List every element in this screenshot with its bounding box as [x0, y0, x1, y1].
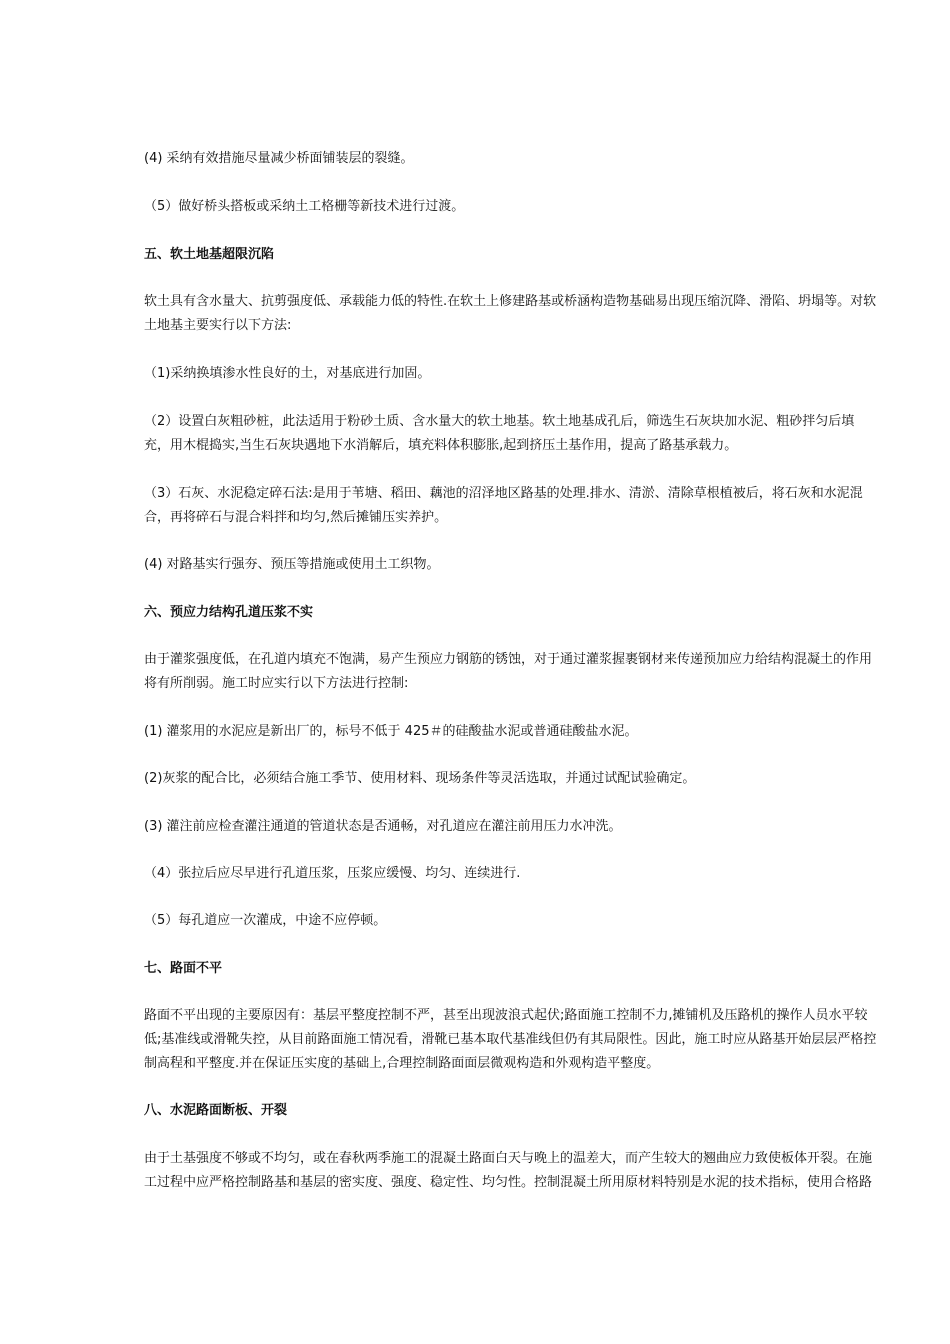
- text-line: 软土具有含水量大、抗剪强度低、承载能力低的特性.在软土上修建路基或桥涵构造物基础易出现压缩沉降、滑陷、坍塌等。对软: [144, 294, 877, 309]
- text-line: 由于土基强度不够或不均匀，或在春秋两季施工的混凝土路面白天与晚上的温差大，而产生较大的翘曲应力致使板体开裂。在施: [144, 1151, 873, 1166]
- text-line: (2)灰浆的配合比，必须结合施工季节、使用材料、现场条件等灵活选取，并通过试配试验确定。: [144, 771, 696, 786]
- section-heading-6: [144, 601, 950, 625]
- paragraph-road-unevenness: [144, 1004, 950, 1076]
- list-item-grouting-3: [144, 815, 950, 839]
- text-line: 将有所削弱。施工时应实行以下方法进行控制:: [144, 676, 409, 691]
- list-item-bridge-deck-cracks: [144, 147, 950, 171]
- text-line: 合，再将碎石与混合料拌和均匀,然后摊铺压实养护。: [144, 510, 448, 525]
- text-line: 路面不平出现的主要原因有：基层平整度控制不严，甚至出现波浪式起伏;路面施工控制不力,摊铺机及压路机的操作人员水平较: [144, 1008, 868, 1023]
- text-line: (1) 灌浆用的水泥应是新出厂的，标号不低于 425＃的硅酸盐水泥或普通硅酸盐水泥。: [144, 724, 638, 739]
- heading-text: 六、预应力结构孔道压浆不实: [144, 605, 314, 620]
- text-line: 低;基准线或滑靴失控，从目前路面施工情况看，滑靴已基本取代基准线但仍有其局限性。因此，施工时应从路基开始层层严格控: [144, 1032, 877, 1047]
- list-item-soft-soil-4: [144, 553, 950, 577]
- text-line: (4) 采纳有效措施尽量减少桥面铺装层的裂缝。: [144, 151, 414, 166]
- text-line: 土地基主要实行以下方法:: [144, 318, 292, 333]
- section-heading-5: [144, 243, 950, 267]
- text-line: （5）做好桥头搭板或采纳土工格栅等新技术进行过渡。: [144, 199, 465, 214]
- section-heading-7: [144, 957, 950, 981]
- heading-text: 七、路面不平: [144, 961, 223, 976]
- text-line: （3）石灰、水泥稳定碎石法:是用于苇塘、稻田、藕池的沼泽地区路基的处理.排水、清淤、清除草根植被后，将石灰和水泥混: [144, 486, 863, 501]
- paragraph-soft-soil-intro: [144, 290, 950, 338]
- paragraph-concrete-cracking: [144, 1147, 950, 1195]
- heading-text: 五、软土地基超限沉陷: [144, 247, 275, 262]
- text-line: 工过程中应严格控制路基和基层的密实度、强度、稳定性、均匀性。控制混凝土所用原材料特别是水泥的技术指标，使用合格路: [144, 1175, 873, 1190]
- list-item-grouting-1: [144, 720, 950, 744]
- list-item-grouting-4: [144, 862, 950, 886]
- text-line: 制高程和平整度.并在保证压实度的基础上,合理控制路面面层微观构造和外观构造平整度。: [144, 1056, 660, 1071]
- list-item-soft-soil-3: [144, 482, 950, 530]
- text-line: （5）每孔道应一次灌成，中途不应停顿。: [144, 913, 387, 928]
- text-line: (3) 灌注前应检查灌注通道的管道状态是否通畅，对孔道应在灌注前用压力水冲洗。: [144, 819, 622, 834]
- list-item-bridge-transition: [144, 195, 950, 219]
- text-line: （4）张拉后应尽早进行孔道压浆，压浆应缓慢、均匀、连续进行.: [144, 866, 521, 881]
- list-item-grouting-5: [144, 909, 950, 933]
- text-line: （1)采纳换填渗水性良好的土，对基底进行加固。: [144, 366, 431, 381]
- heading-text: 八、水泥路面断板、开裂: [144, 1103, 288, 1118]
- text-line: (4) 对路基实行强夯、预压等措施或使用土工织物。: [144, 557, 440, 572]
- section-heading-8: [144, 1099, 950, 1123]
- list-item-soft-soil-1: [144, 362, 950, 386]
- text-line: （2）设置白灰粗砂桩，此法适用于粉砂土质、含水量大的软土地基。软土地基成孔后，筛选生石灰块加水泥、粗砂拌匀后填: [144, 414, 855, 429]
- text-line: 由于灌浆强度低，在孔道内填充不饱满，易产生预应力钢筋的锈蚀，对于通过灌浆握裹钢材来传递预加应力给结构混凝土的作用: [144, 652, 873, 667]
- text-line: 充，用木棍捣实,当生石灰块遇地下水消解后，填充料体积膨胀,起到挤压土基作用，提高了路基承载力。: [144, 438, 738, 453]
- paragraph-grouting-intro: [144, 648, 950, 696]
- list-item-grouting-2: [144, 767, 950, 791]
- list-item-soft-soil-2: [144, 410, 950, 458]
